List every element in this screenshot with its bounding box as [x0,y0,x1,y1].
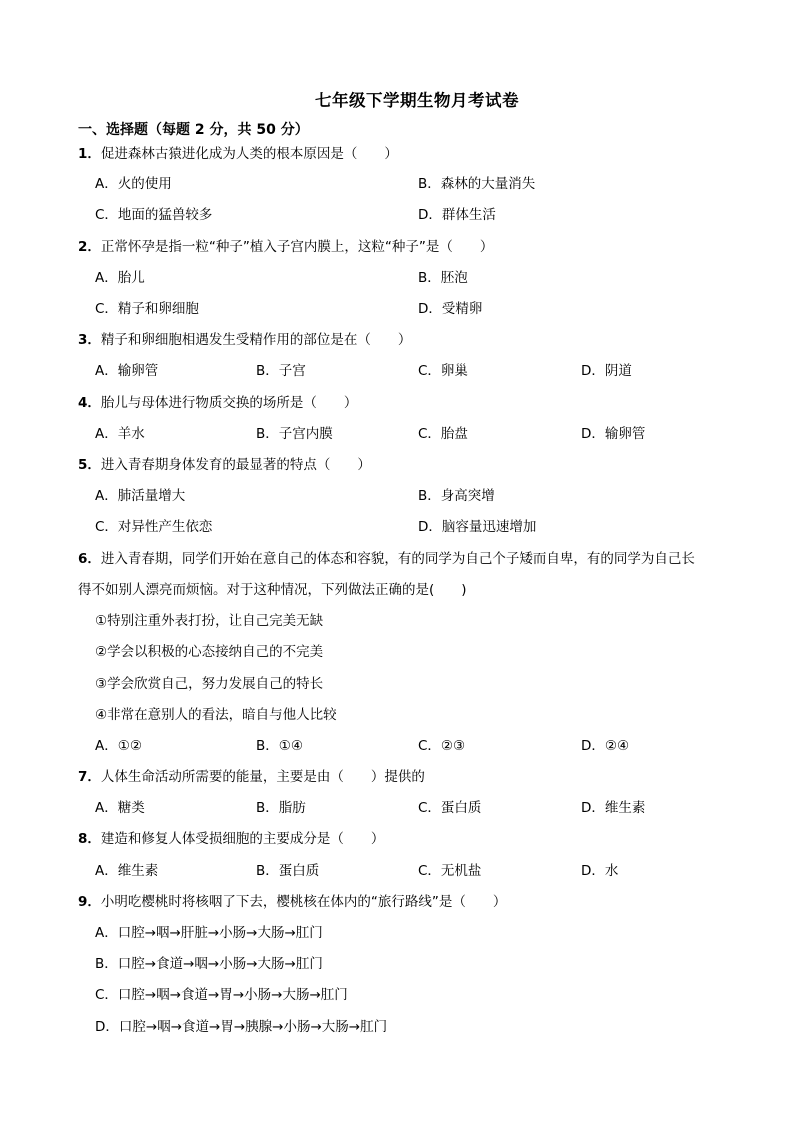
question-text: 促进森林古猿进化成为人类的根本原因是（ ） [100,146,398,162]
option-a: A．①② [95,738,142,754]
option-a: A．火的使用 [95,176,172,192]
option-c: C．蛋白质 [418,800,482,816]
option-c: C．对异性产生依恋 [95,519,213,535]
option-d: D．受精卵 [418,301,483,317]
question-2-stem [78,238,493,256]
option-a: A．口腔→咽→肝脏→小肠→大肠→肛门 [95,925,323,941]
option-a: A．糖类 [95,800,145,816]
option-a: A．羊水 [95,426,145,442]
question-4-stem [78,394,357,412]
question-text: 正常怀孕是指一粒“种子”植入子宫内膜上，这粒“种子”是（ ） [100,239,494,255]
option-b: B．胚泡 [418,270,468,286]
question-number: 4． [78,395,101,411]
question-text: 人体生命活动所需要的能量，主要是由（ ）提供的 [100,769,425,785]
option-a: A．肺活量增大 [95,488,186,504]
question-number: 8． [78,831,101,847]
option-b: B．①④ [256,738,303,754]
section-heading: 一、选择题（每题 2 分，共 50 分） [78,122,309,138]
option-c: C．胎盘 [418,426,468,442]
question-2-options [95,269,735,287]
statement-1: ①特别注重外表打扮，让自己完美无缺 [95,613,324,629]
question-5-options [95,487,735,505]
option-a: A．输卵管 [95,363,159,379]
option-c: C．地面的猛兽较多 [95,207,213,223]
question-text: 建造和修复人体受损细胞的主要成分是（ ） [100,831,385,847]
question-number: 5． [78,457,101,473]
question-text: 胎儿与母体进行物质交换的场所是（ ） [100,395,358,411]
question-6-stem-continued: 得不如别人漂亮而烦恼。对于这种情况，下列做法正确的是( ) [78,582,467,598]
option-d: D．水 [581,863,619,879]
option-b: B．口腔→食道→咽→小肠→大肠→肛门 [95,956,323,972]
statement-3: ③学会欣赏自己，努力发展自己的特长 [95,676,324,692]
question-1-options-row2 [95,206,735,224]
question-text: 进入青春期，同学们开始在意自己的体态和容貌，有的同学为自己个子矮而自卑，有的同学为自己长 [100,551,695,567]
question-7-stem [78,768,425,786]
option-d: D．输卵管 [581,426,646,442]
question-1-options [95,175,735,193]
question-text: 小明吃樱桃时将核咽了下去，樱桃核在体内的“旅行路线”是（ ） [100,894,507,910]
question-9-stem [78,893,506,911]
option-d: D．脑容量迅速增加 [418,519,537,535]
question-4-options [95,425,735,443]
question-3-options [95,362,735,380]
question-5-stem [78,456,371,474]
question-8-options [95,862,735,880]
option-a: A．维生素 [95,863,159,879]
question-number: 7． [78,769,101,785]
option-c: C．口腔→咽→食道→胃→小肠→大肠→肛门 [95,987,348,1003]
question-text: 精子和卵细胞相遇发生受精作用的部位是在（ ） [100,332,412,348]
question-1-stem [78,145,398,163]
question-3-stem [78,331,411,349]
question-6-options [95,737,735,755]
option-b: B．子宫 [256,363,306,379]
option-a: A．胎儿 [95,270,145,286]
question-number: 1． [78,146,101,162]
question-7-options [95,799,735,817]
option-b: B．蛋白质 [256,863,320,879]
question-2-options-row2 [95,300,735,318]
option-c: C．②③ [418,738,466,754]
question-6-stem [78,550,695,568]
option-d: D．口腔→咽→食道→胃→胰腺→小肠→大肠→肛门 [95,1019,388,1035]
option-d: D．②④ [581,738,630,754]
page-title: 七年级下学期生物月考试卷 [315,91,519,110]
option-c: C．卵巢 [418,363,468,379]
option-d: D．维生素 [581,800,646,816]
statement-4: ④非常在意别人的看法，暗自与他人比较 [95,707,337,723]
question-number: 6． [78,551,101,567]
option-d: D．群体生活 [418,207,496,223]
question-text: 进入青春期身体发育的最显著的特点（ ） [100,457,371,473]
option-b: B．森林的大量消失 [418,176,536,192]
option-b: B．脂肪 [256,800,306,816]
question-5-options-row2 [95,518,735,536]
option-b: B．子宫内膜 [256,426,333,442]
option-b: B．身高突增 [418,488,495,504]
option-d: D．阴道 [581,363,632,379]
question-number: 2． [78,239,101,255]
question-number: 3． [78,332,101,348]
statement-2: ②学会以积极的心态接纳自己的不完美 [95,644,324,660]
option-c: C．精子和卵细胞 [95,301,199,317]
question-8-stem [78,830,384,848]
option-c: C．无机盐 [418,863,482,879]
question-number: 9． [78,894,101,910]
